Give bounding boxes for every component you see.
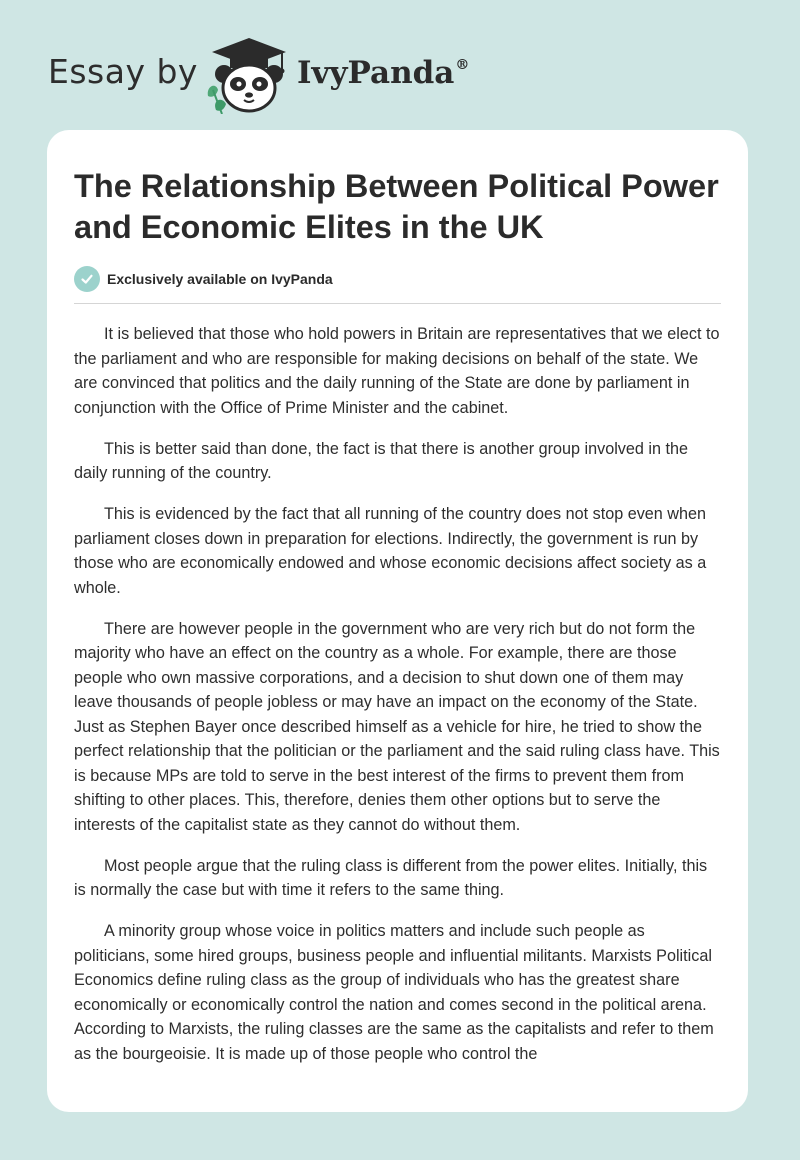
divider bbox=[74, 303, 721, 304]
paragraph: It is believed that those who hold powers in Britain are representatives that we elect to the parliament and who are responsible for making decisions on behalf of the state. We are convinced that politics and the daily running of the State are done by parliament in conjunction with the Office of Prime Minister and the cabinet. bbox=[74, 325, 720, 417]
site-header bbox=[0, 0, 800, 130]
paragraph: Most people argue that the ruling class is different from the power elites. Initially, this is normally the case but with time it refers to the same thing. bbox=[74, 856, 708, 899]
paragraph: This is better said than done, the fact is that there is another group involved in the daily running of the country. bbox=[74, 439, 688, 482]
exclusive-badge-label: Exclusively available on IvyPanda bbox=[107, 271, 333, 287]
paragraph: A minority group whose voice in politics matters and include such people as politicians, some hired groups, business people and influential militants. Marxists Political Economics define ruling class as the group of individuals who has the greatest share economically or economically control the nation and comes second in the political arena. According to Marxists, the ruling classes are the same as the capitalists and refer to them as the bourgeoisie. It is made up of those people who control the bbox=[74, 922, 714, 1063]
paragraph: This is evidenced by the fact that all running of the country does not stop even when parliament closes down in preparation for elections. Indirectly, the government is run by those who are economically endowed and whose economic decisions affect society as a whole. bbox=[74, 505, 707, 597]
essay-card bbox=[47, 130, 748, 1112]
essay-by-label: Essay by bbox=[48, 52, 198, 91]
exclusive-badge bbox=[74, 266, 721, 292]
brand-logo-text[interactable] bbox=[297, 55, 469, 91]
panda-graduate-icon[interactable] bbox=[204, 30, 294, 114]
brand-name: IvyPanda bbox=[297, 55, 455, 91]
essay-title: The Relationship Between Political Power and Economic Elites in the UK bbox=[74, 168, 719, 245]
trademark-symbol: ® bbox=[455, 57, 470, 73]
essay-body bbox=[74, 322, 721, 1066]
paragraph: There are however people in the government who are very rich but do not form the majority who have an effect on the country as a whole. For example, there are those people who own massive corporations, and a decision to shut down one of them may leave thousands of people jobless or may have an impact on the economy of the State. Just as Stephen Bayer once described himself as a vehicle for hire, he tried to show the perfect relationship that the politician or the parliament and the said ruling class have. This is because MPs are told to serve in the best interest of the firms to prevent them from shifting to other places. This, therefore, denies them other options but to serve the interests of the capitalist state as they cannot do without them. bbox=[74, 619, 720, 834]
check-icon bbox=[74, 266, 100, 292]
